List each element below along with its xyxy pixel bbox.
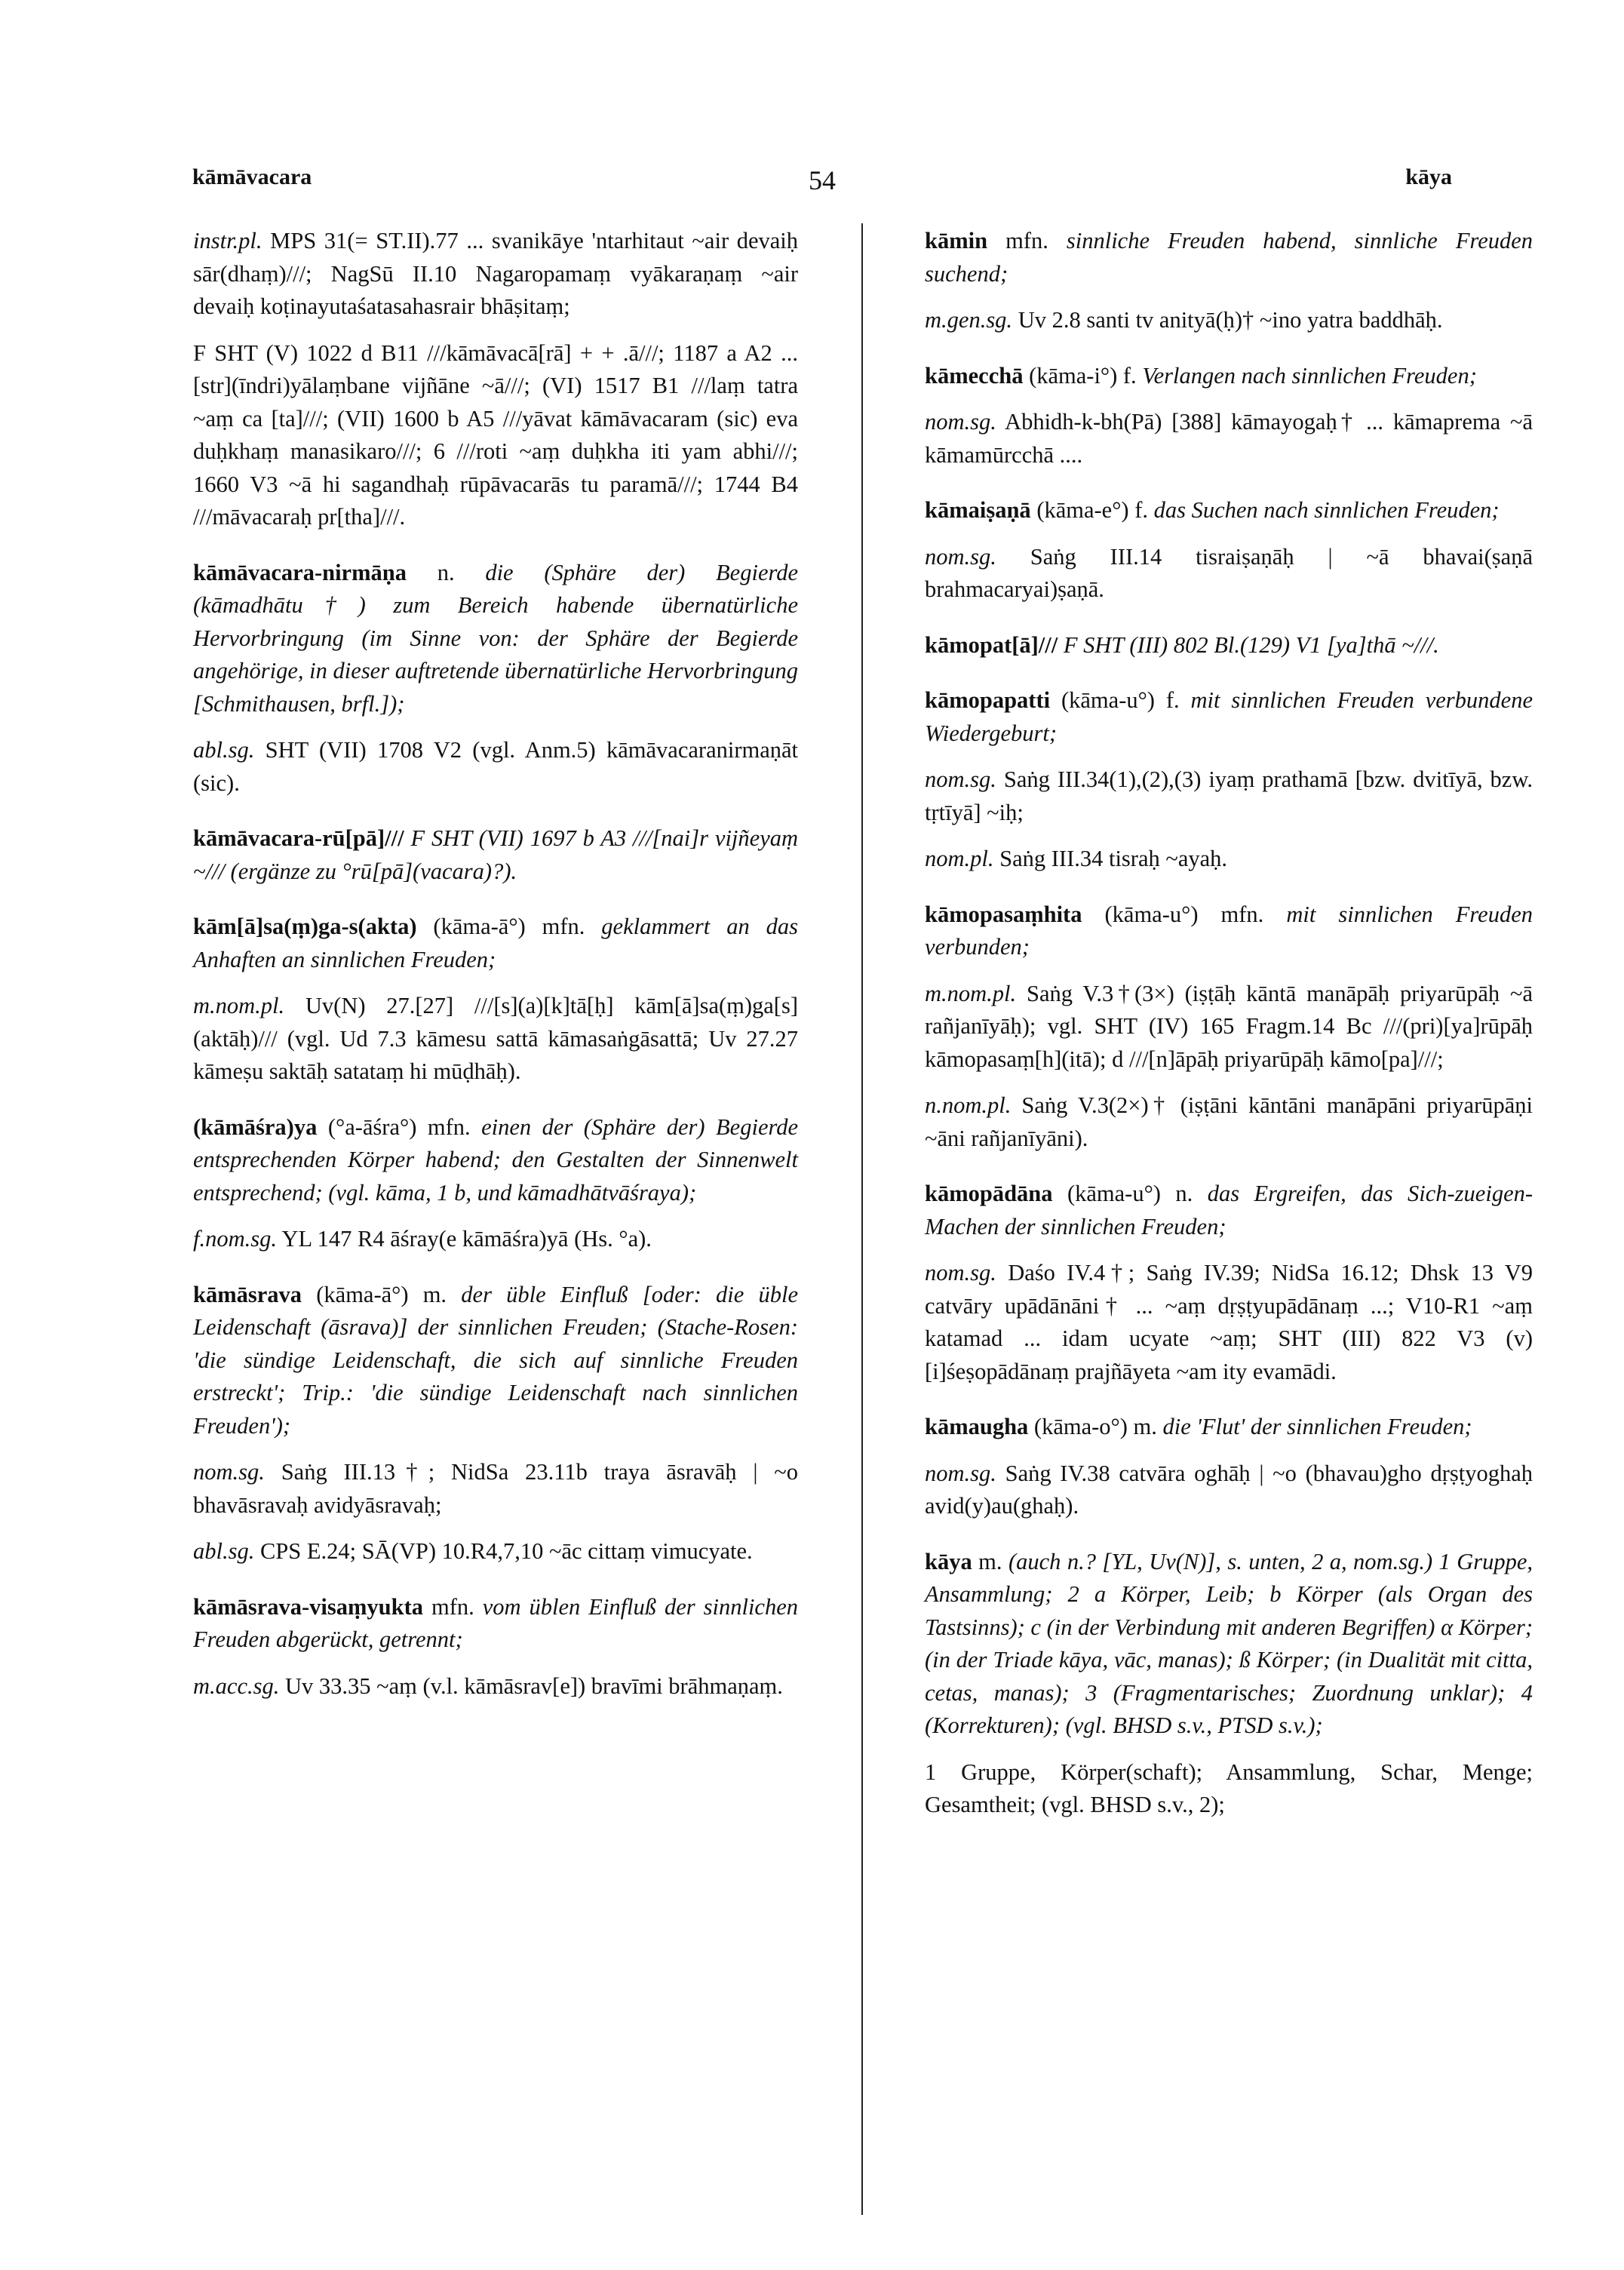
headword: kāmāsrava-visaṃyukta	[193, 1593, 424, 1620]
grammar-info: (kāma-ā°) mfn.	[433, 914, 585, 939]
citation-text: Saṅg V.3(2×)† (iṣṭāni kāntāni manāpāni priyarūpāṇi ~āni rañjanīyāni).	[925, 1092, 1533, 1151]
entry-head	[925, 225, 1533, 290]
grammar-info: (kāma-ā°) m.	[316, 1281, 447, 1307]
definition: F SHT (III) 802 Bl.(129) V1 [ya]thā ~///.	[1063, 631, 1439, 658]
citation-line	[925, 978, 1533, 1077]
citation-line	[193, 990, 798, 1089]
citation-line	[925, 1089, 1533, 1155]
grammatical-form: nom.sg.	[193, 1459, 265, 1485]
citation-line	[193, 1456, 798, 1522]
grammatical-form: nom.sg.	[925, 766, 996, 792]
definition: das Suchen nach sinnlichen Freuden;	[1153, 497, 1500, 523]
grammatical-form: n.nom.pl.	[925, 1092, 1012, 1118]
entry-head	[925, 1178, 1533, 1243]
citation-line	[925, 1458, 1533, 1523]
grammatical-form: m.nom.pl.	[925, 980, 1017, 1006]
dictionary-entry	[925, 629, 1533, 662]
citation-line	[193, 1670, 798, 1703]
grammar-info: (kāma-e°) f.	[1036, 497, 1148, 523]
citation-text: F SHT (V) 1022 d B11 ///kāmāvacā[rā] + + .ā///; 1187 a A2 ... [str](īndri)yālaṃbane vijñāne ~ā///; (VI) 1517 B1 ///laṃ tatra ~aṃ ca [ta]///; (VII) 1600 b A5 ///yāvat kāmāvacaram (sic) eva duḥkhaṃ manasikaro///; 6 ///roti ~aṃ duḥkha iti yam abhi///; 1660 V3 ~ā hi sagandhaḥ rūpāvacarās tu paramā///; 1744 B4 ///māvacaraḥ pr[tha]///.	[193, 339, 798, 530]
header-right-keyword: kāya	[1405, 164, 1452, 189]
citation-line	[193, 1535, 798, 1568]
dictionary-entry	[193, 225, 798, 534]
page-header	[192, 164, 1452, 195]
citation-text: MPS 31(= ST.II).77 ... svanikāye 'ntarhitaut ~air devaiḥ sār(dhaṃ)///; NagSū II.10 Nagaropamaṃ vyākaraṇaṃ ~air devaiḥ koṭinayutaśatasahasrair bhāṣitaṃ;	[193, 228, 799, 319]
citation-text: Saṅg III.13†; NidSa 23.11b traya āsravāḥ | ~o bhavāsravaḥ avidyāsravaḥ;	[193, 1459, 799, 1518]
citation-text: Uv 2.8 santi tv anityā(ḥ)† ~ino yatra baddhāḥ.	[1018, 307, 1443, 333]
dictionary-entry	[925, 1411, 1533, 1523]
definition: F SHT (VII) 1697 b A3 ///[nai]r vijñeyaṃ ~/// (ergänze zu °rū[pā](vacara)?).	[193, 825, 799, 884]
citation-text: CPS E.24; SĀ(VP) 10.R4,7,10 ~āc cittaṃ vimucyate.	[259, 1538, 753, 1564]
definition: der üble Einfluß [oder: die üble Leidenschaft (āsrava)] der sinnlichen Freuden; (Stache-Rosen: 'die sündige Leidenschaft, die sich auf sinnliche Freuden erstreckt'; Trip.: 'die sündige Leidenschaft nach sinnlichen Freuden');	[193, 1281, 799, 1439]
citation-line	[193, 1223, 798, 1256]
citation-text: Saṅg III.34 tisraḥ ~ayaḥ.	[999, 846, 1228, 871]
headword: kāmopasaṃhita	[925, 901, 1082, 927]
citation-text: Uv 33.35 ~aṃ (v.l. kāmāsrav[e]) bravīmi brāhmaṇaṃ.	[284, 1673, 783, 1699]
headword: kāmaugha	[925, 1414, 1029, 1439]
definition: mit sinnlichen Freuden verbundene Wiedergeburt;	[925, 687, 1533, 746]
grammatical-form: m.gen.sg.	[925, 307, 1013, 333]
headword: kāmopādāna	[925, 1181, 1053, 1206]
grammatical-form: nom.sg.	[925, 1260, 996, 1286]
entry-head	[193, 1279, 798, 1443]
citation-line	[925, 763, 1533, 829]
grammatical-form: f.nom.sg.	[193, 1226, 277, 1252]
dictionary-entry	[925, 1178, 1533, 1388]
citation-text: Uv(N) 27.[27] ///[s](a)[k]tā[ḥ] kām[ā]sa(ṃ)ga[s](aktāḥ)/// (vgl. Ud 7.3 kāmesu sattā kāmasaṅgāsattā; Uv 27.27 kāmeṣu saktāḥ satataṃ hi mūḍhāḥ).	[193, 993, 798, 1084]
citation-text: Saṅg IV.38 catvāra oghāḥ | ~o (bhavau)gho dṛṣṭyoghaḥ avid(y)au(ghaḥ).	[925, 1460, 1533, 1519]
grammar-info: (°a-āśra°) mfn.	[327, 1113, 471, 1140]
dictionary-entry	[925, 494, 1533, 607]
citation-text: SHT (VII) 1708 V2 (vgl. Anm.5) kāmāvacaranirmaṇāt (sic).	[193, 737, 799, 796]
dictionary-entry	[925, 898, 1533, 1156]
definition: (auch n.? [YL, Uv(N)], s. unten, 2 a, nom.sg.) 1 Gruppe, Ansammlung; 2 a Körper, Leib; b Körper (als Organ des Tastsinns); c (in der Verbindung mit anderen Begriffen) α Körper; (in der Triade kāya, vāc, manas); ß Körper; (in Dualität mit citta, cetas, manas); 3 (Fragmentarisches; Zuordnung unklar); 4 (Korrekturen); (vgl. BHSD s.v., PTSD s.v.);	[925, 1548, 1533, 1738]
entry-head	[925, 1546, 1533, 1743]
grammar-info: (kāma-o°) m.	[1033, 1414, 1157, 1439]
citation-line	[925, 406, 1533, 472]
grammar-info: mfn.	[431, 1593, 474, 1620]
headword: kāya	[925, 1548, 972, 1574]
definition: sinnliche Freuden habend, sinnliche Freuden suchend;	[925, 228, 1533, 287]
definition: vom üblen Einfluß der sinnlichen Freuden abgerückt, getrennt;	[193, 1593, 798, 1652]
grammatical-form: abl.sg.	[193, 737, 255, 763]
headword: kāmāvacara-rū[pā]///	[193, 825, 404, 851]
citation-line	[925, 843, 1533, 876]
definition: einen der (Sphäre der) Begierde entsprechenden Körper habend; den Gestalten der Sinnenwelt entsprechend; (vgl. kāma, 1 b, und kāmadhātvāśraya);	[193, 1113, 799, 1206]
citation-line	[193, 225, 798, 324]
grammatical-form: nom.pl.	[925, 846, 994, 871]
entry-head	[193, 1111, 798, 1210]
citation-text: Daśo IV.4†; Saṅg IV.39; NidSa 16.12; Dhsk 13 V9 catvāry upādānāni† ... ~aṃ dṛṣṭyupādānaṃ ...; V10-R1 ~aṃ katamad ... idam ucyate ~aṃ; SHT (III) 822 V3 (v)[i]śeṣopādānaṃ prajñāyeta ~am ity evamādi.	[925, 1260, 1533, 1384]
dictionary-entry	[193, 557, 798, 800]
column-divider	[861, 223, 863, 2215]
grammar-info: n.	[437, 559, 455, 585]
grammatical-form: abl.sg.	[193, 1538, 255, 1564]
citation-text: 1 Gruppe, Körper(schaft); Ansammlung, Schar, Menge; Gesamtheit; (vgl. BHSD s.v., 2);	[925, 1759, 1533, 1817]
definition: die 'Flut' der sinnlichen Freuden;	[1162, 1414, 1472, 1439]
entry-head	[925, 1411, 1533, 1444]
definition: das Ergreifen, das Sich-zueigen-Machen der sinnlichen Freuden;	[925, 1181, 1533, 1239]
headword: (kāmāśra)ya	[193, 1113, 318, 1140]
entry-head	[925, 629, 1533, 662]
grammar-info: m.	[978, 1548, 1002, 1574]
citation-text: Abhidh-k-bh(Pā) [388] kāmayogaḥ† ... kāmaprema ~ā kāmamūrcchā ....	[925, 409, 1533, 468]
citation-line	[193, 337, 798, 534]
citation-line	[925, 541, 1533, 607]
entry-head	[925, 360, 1533, 393]
grammatical-form: nom.sg.	[925, 409, 996, 435]
dictionary-entry	[925, 684, 1533, 876]
entry-head	[925, 494, 1533, 527]
dictionary-entry	[193, 1591, 798, 1703]
grammar-info: (kāma-i°) f.	[1029, 362, 1137, 389]
grammar-info: (kāma-u°) mfn.	[1104, 901, 1264, 927]
entry-head	[925, 684, 1533, 750]
headword: kāmin	[925, 228, 988, 253]
citation-text: Saṅg III.14 tisraiṣaṇāḥ | ~ā bhavai(ṣaṇā brahmacaryai)ṣaṇā.	[925, 543, 1533, 602]
dictionary-entry	[193, 911, 798, 1089]
grammar-info: (kāma-u°) f.	[1061, 687, 1180, 713]
citation-text: Saṅg III.34(1),(2),(3) iyaṃ prathamā [bzw. dvitīyā, bzw. tṛtīyā] ~iḥ;	[925, 766, 1533, 825]
dictionary-entry	[925, 225, 1533, 337]
dictionary-entry	[925, 360, 1533, 472]
citation-line	[193, 734, 798, 800]
grammar-info: (kāma-u°) n.	[1067, 1181, 1193, 1206]
citation-line	[925, 1756, 1533, 1822]
header-left-keyword: kāmāvacara	[192, 164, 312, 189]
grammatical-form: m.nom.pl.	[193, 993, 285, 1018]
grammatical-form: nom.sg.	[925, 543, 996, 570]
dictionary-entry	[193, 822, 798, 888]
citation-line	[925, 1257, 1533, 1388]
entry-head	[193, 911, 798, 976]
dictionary-entry	[193, 1279, 798, 1568]
headword: kām[ā]sa(ṃ)ga-s(akta)	[193, 914, 417, 939]
entry-head	[193, 1591, 798, 1657]
definition: Verlangen nach sinnlichen Freuden;	[1142, 362, 1477, 389]
grammar-info: mfn.	[1005, 228, 1048, 253]
definition: mit sinnlichen Freuden verbunden;	[925, 901, 1533, 960]
definition: die (Sphäre der) Begierde (kāmadhātu†) zum Bereich habende übernatürliche Hervorbringung (im Sinne von: der Sphäre der Begierde angehörige, in dieser auftretende übernatürliche Hervorbringung [Schmithausen, brfl.]);	[193, 559, 799, 717]
headword: kāmāvacara-nirmāṇa	[193, 559, 407, 585]
grammatical-form: nom.sg.	[925, 1460, 996, 1486]
citation-text: YL 147 R4 āśray(e kāmāśra)yā (Hs. °a).	[281, 1226, 652, 1252]
entry-head	[193, 822, 798, 888]
definition: geklammert an das Anhaften an sinnlichen Freuden;	[193, 914, 799, 972]
headword: kāmopat[ā]///	[925, 631, 1058, 658]
headword: kāmaiṣaṇā	[925, 497, 1031, 523]
headword: kāmāsrava	[193, 1281, 302, 1307]
grammatical-form: m.acc.sg.	[193, 1673, 280, 1699]
entry-head	[193, 557, 798, 721]
entry-head	[925, 898, 1533, 964]
dictionary-entry	[193, 1111, 798, 1256]
citation-text: Saṅg V.3†(3×) (iṣṭāḥ kāntā manāpāḥ priyarūpāḥ ~ā rañjanīyāḥ); vgl. SHT (IV) 165 Fragm.14 Bc ///(pri)[ya]rūpāḥ kāmopasaṃ[h](itā); d ///[n]āpāḥ priyarūpāḥ kāmo[pa]///;	[925, 980, 1533, 1072]
dictionary-entry	[925, 1546, 1533, 1822]
headword: kāmopapatti	[925, 687, 1051, 713]
page-number: 54	[809, 165, 836, 195]
citation-line	[925, 304, 1533, 337]
left-column	[193, 225, 798, 1725]
grammatical-form: instr.pl.	[193, 228, 262, 253]
right-column	[925, 225, 1533, 1845]
headword: kāmecchā	[925, 362, 1024, 389]
